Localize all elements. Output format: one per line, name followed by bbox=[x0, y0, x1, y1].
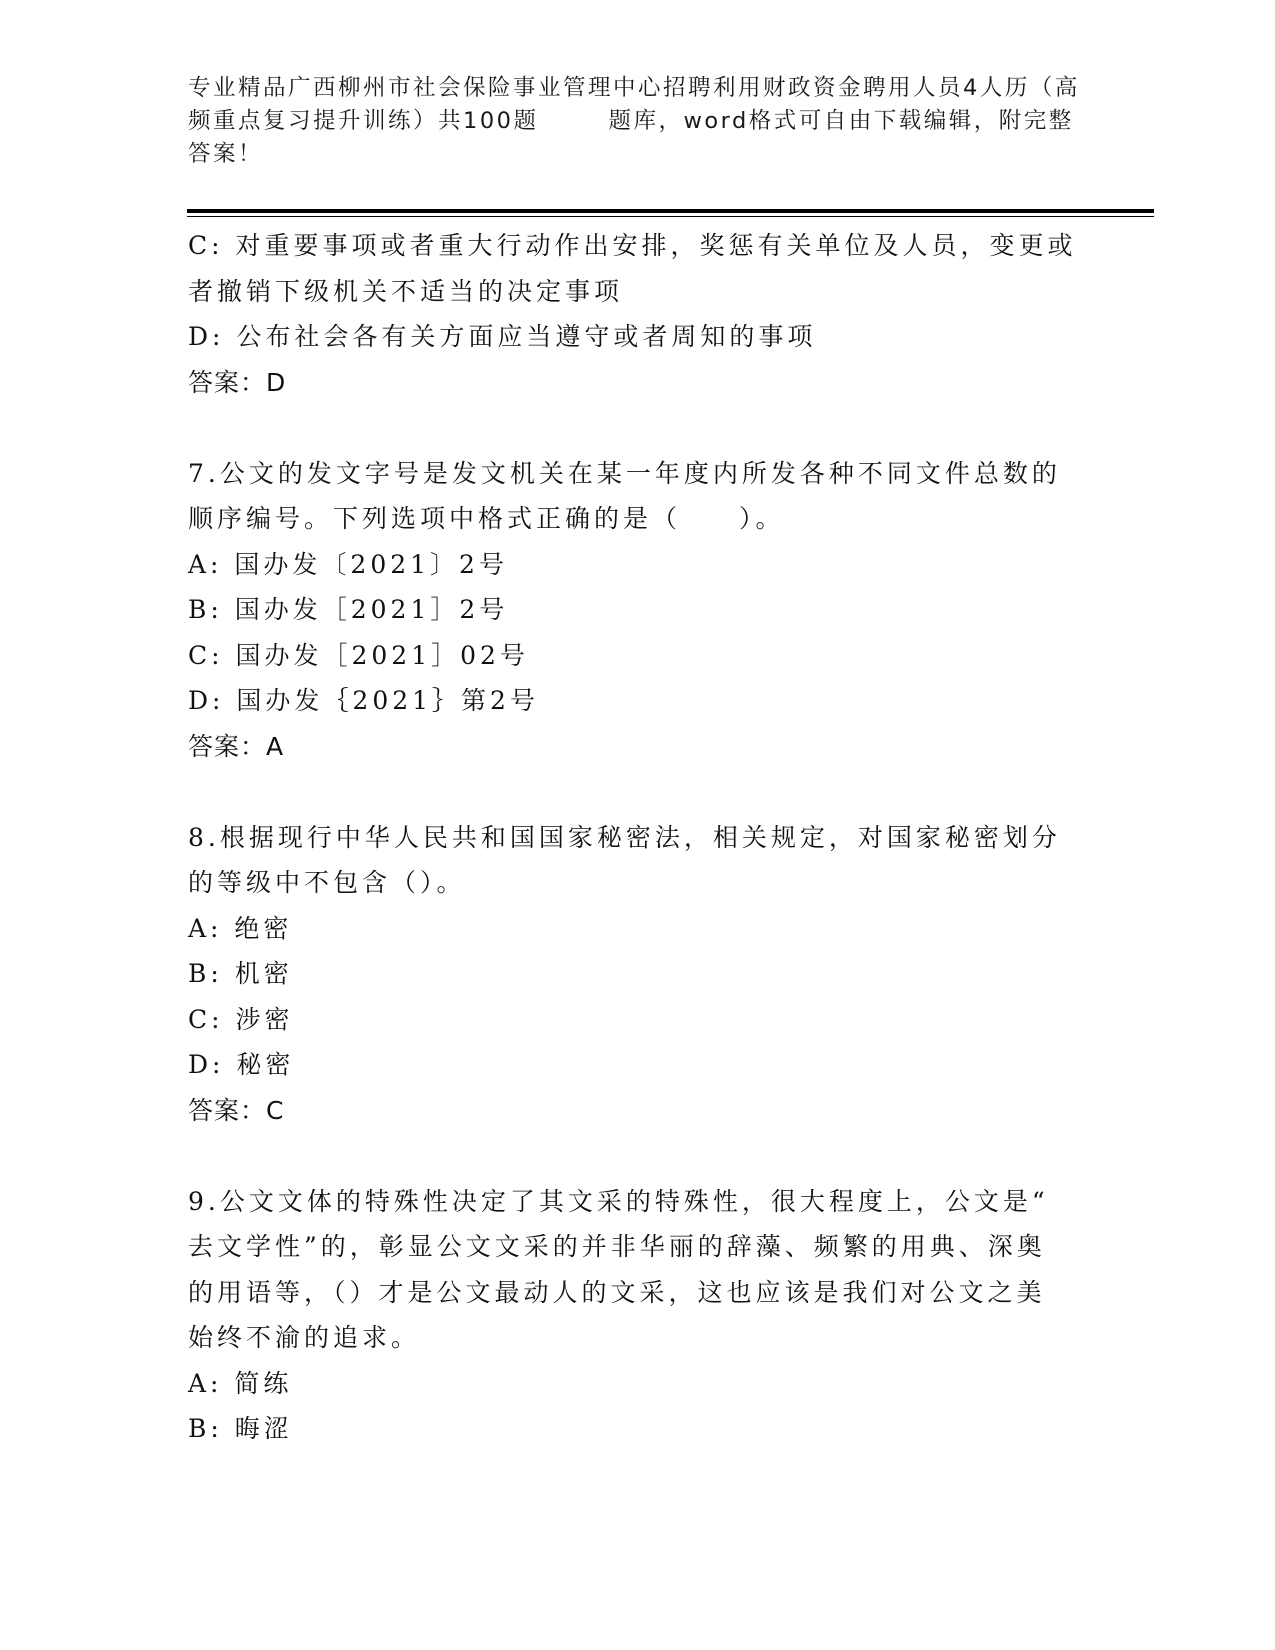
header-title-line-1: 专业精品广西柳州市社会保险事业管理中心招聘利用财政资金聘用人员4人历（高 bbox=[188, 75, 1080, 101]
header-divider-thick bbox=[187, 209, 1154, 213]
document-body bbox=[188, 223, 1088, 1452]
question-6-tail bbox=[188, 223, 1088, 405]
question-stem: 8.根据现行中华人民共和国国家秘密法，相关规定，对国家秘密划分 bbox=[188, 822, 1061, 852]
question-stem-continued: 始终不渝的追求。 bbox=[188, 1323, 421, 1352]
question-stem-continued: 的用语等，（）才是公文最动人的文采，这也应该是我们对公文之美 bbox=[188, 1277, 1046, 1307]
page-header bbox=[188, 72, 1080, 171]
answer: 答案：D bbox=[188, 367, 287, 397]
question-7 bbox=[188, 451, 1088, 770]
option-a: A: 绝密 bbox=[188, 913, 293, 943]
question-stem: 9.公文文体的特殊性决定了其文采的特殊性，很大程度上，公文是“ bbox=[188, 1186, 1049, 1216]
question-9 bbox=[188, 1179, 1088, 1452]
option-d: D: 公布社会各有关方面应当遵守或者周知的事项 bbox=[188, 322, 817, 351]
answer: 答案：C bbox=[188, 1095, 285, 1125]
question-8 bbox=[188, 815, 1088, 1134]
question-stem-continued: 去文学性”的，彰显公文文采的并非华丽的辞藻、频繁的用典、深奥 bbox=[188, 1232, 1046, 1261]
header-title-line-2 bbox=[188, 105, 1074, 138]
answer: 答案：A bbox=[188, 731, 285, 761]
option-b: B: 晦涩 bbox=[188, 1414, 293, 1443]
option-a: A: 简练 bbox=[188, 1368, 293, 1398]
option-b: B: 国办发［2021］2号 bbox=[188, 595, 509, 624]
option-c: C: 涉密 bbox=[188, 1004, 294, 1034]
option-a: A: 国办发〔2021〕2号 bbox=[188, 549, 508, 579]
option-b: B: 机密 bbox=[188, 959, 293, 988]
option-c: C: 对重要事项或者重大行动作出安排，奖惩有关单位及人员，变更或 bbox=[188, 231, 1077, 260]
header-title-line-3: 答案！ bbox=[188, 141, 264, 167]
question-stem-continued: 的等级中不包含（）。 bbox=[188, 868, 466, 897]
question-stem-continued: 顺序编号。下列选项中格式正确的是（ ）。 bbox=[188, 504, 785, 533]
header-divider-thin bbox=[187, 216, 1154, 217]
header-title-line-2b: 题库，word格式可自由下载编辑，附完整 bbox=[608, 108, 1074, 134]
option-c: C: 国办发［2021］02号 bbox=[188, 640, 529, 670]
option-d: D: 秘密 bbox=[188, 1050, 295, 1079]
option-c-continued: 者撤销下级机关不适当的决定事项 bbox=[188, 276, 624, 306]
header-title-line-2a: 频重点复习提升训练）共100题 bbox=[188, 108, 539, 134]
option-d: D: 国办发｛2021｝第2号 bbox=[188, 686, 539, 715]
question-stem: 7.公文的发文字号是发文机关在某一年度内所发各种不同文件总数的 bbox=[188, 458, 1061, 488]
